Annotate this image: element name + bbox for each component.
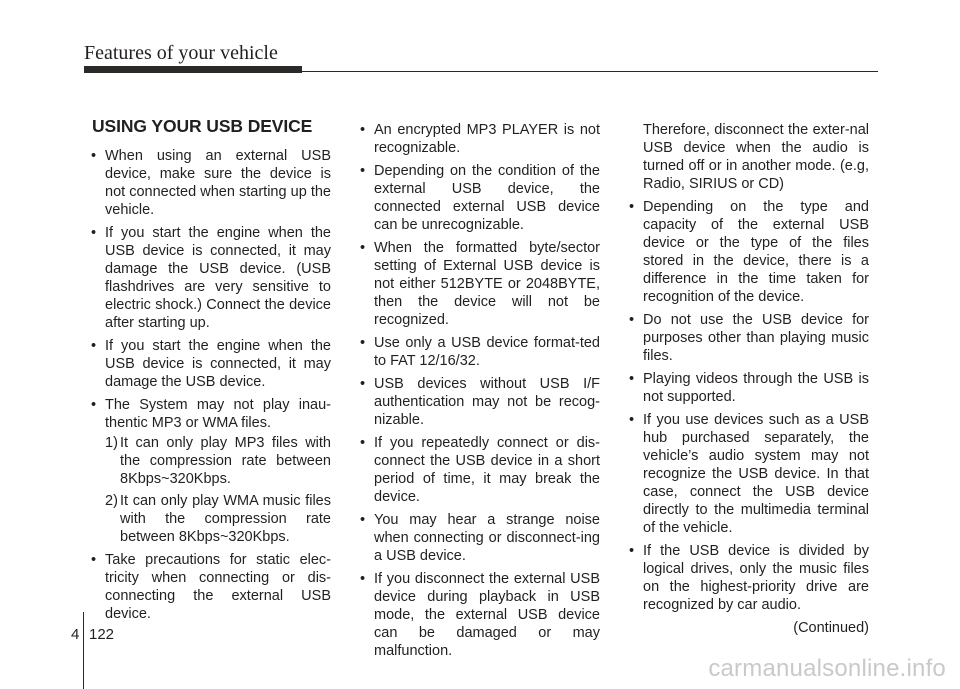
footer-divider bbox=[83, 612, 84, 689]
continued-label: (Continued) bbox=[793, 620, 869, 636]
bullet-icon: • bbox=[360, 122, 366, 138]
list-item: • Depending on the type and capacity of the external USB device or the type of the files stored in the device, there is a difference in the time taken for recognition of the device. bbox=[629, 199, 869, 305]
list-item: • Take precautions for static elec-tricity when connecting or dis-connecting the external USB device. bbox=[91, 552, 331, 622]
list-item: • If you start the engine when the USB device is connected, it may damage the USB device. bbox=[91, 338, 331, 390]
bullet-icon: • bbox=[360, 435, 366, 451]
list-item: • If you start the engine when the USB device is connected, it may damage the USB device. (USB flashdrives are very sensitive to electric shock.) Connect the device after starting up. bbox=[91, 225, 331, 331]
bullet-icon: • bbox=[360, 376, 366, 392]
sublist-item: 1) It can only play MP3 files with the compression rate between 8Kbps~320Kbps. bbox=[105, 435, 331, 487]
list-item: • When using an external USB device, make sure the device is not connected when starting up the vehicle. bbox=[91, 148, 331, 218]
bullet-icon: • bbox=[629, 312, 635, 328]
watermark-text: carmanualsonline.info bbox=[708, 655, 946, 682]
section-heading: USING YOUR USB DEVICE bbox=[92, 116, 313, 136]
bullet-icon: • bbox=[360, 163, 366, 179]
chapter-number: 4 bbox=[71, 626, 80, 643]
continuation-text: Therefore, disconnect the exter-nal USB device when the audio is turned off or in another mode. (e.g, Radio, SIRIUS or CD) bbox=[643, 122, 869, 192]
list-item: • If the USB device is divided by logical drives, only the music files on the highest-priority drive are recognized by car audio. bbox=[629, 543, 869, 613]
bullet-icon: • bbox=[629, 199, 635, 215]
bullet-list-col1 bbox=[87, 147, 331, 623]
list-item: • Depending on the condition of the external USB device, the connected external USB device can be unrecognizable. bbox=[360, 163, 600, 233]
list-item: • If you disconnect the external USB device during playback in USB mode, the external USB device can be damaged or may malfunction. bbox=[360, 571, 600, 659]
bullet-icon: • bbox=[360, 240, 366, 256]
column-3 bbox=[625, 121, 869, 637]
bullet-icon: • bbox=[91, 225, 97, 241]
list-item: • Use only a USB device format-ted to FAT 12/16/32. bbox=[360, 335, 600, 369]
list-item: • Do not use the USB device for purposes other than playing music files. bbox=[629, 312, 869, 364]
bullet-icon: • bbox=[629, 543, 635, 559]
column-1 bbox=[87, 117, 331, 628]
bullet-icon: • bbox=[629, 371, 635, 387]
numbered-sublist bbox=[105, 434, 331, 546]
list-item: • The System may not play inau-thentic MP3 or WMA files. 1) It can only play MP3 files with the compression rate between 8Kbps~320Kbps. 2) It can only play WMA music files with the compression rate between 8Kbps~320Kbps. bbox=[91, 397, 331, 545]
bullet-list-col2 bbox=[356, 121, 600, 660]
bullet-icon: • bbox=[360, 512, 366, 528]
list-item: • When the formatted byte/sector setting of External USB device is not either 512BYTE or 2048BYTE, then the device will not be recognized. bbox=[360, 240, 600, 328]
list-item: • An encrypted MP3 PLAYER is not recognizable. bbox=[360, 122, 600, 156]
bullet-icon: • bbox=[91, 148, 97, 164]
bullet-icon: • bbox=[360, 571, 366, 587]
column-2 bbox=[356, 121, 600, 665]
header-rule bbox=[84, 71, 878, 72]
sublist-item: 2) It can only play WMA music files with the compression rate between 8Kbps~320Kbps. bbox=[105, 493, 331, 545]
page-header-title: Features of your vehicle bbox=[84, 42, 278, 64]
list-item: • You may hear a strange noise when connecting or disconnect-ing a USB device. bbox=[360, 512, 600, 564]
list-item: • If you repeatedly connect or dis-connect the USB device in a short period of time, it may break the device. bbox=[360, 435, 600, 505]
bullet-icon: • bbox=[91, 338, 97, 354]
bullet-icon: • bbox=[91, 552, 97, 568]
bullet-icon: • bbox=[629, 412, 635, 428]
bullet-icon: • bbox=[360, 335, 366, 351]
bullet-list-col3 bbox=[625, 121, 869, 614]
list-item: • USB devices without USB I/F authentication may not be recog-nizable. bbox=[360, 376, 600, 428]
bullet-icon: • bbox=[91, 397, 97, 413]
page-number: 122 bbox=[89, 626, 115, 643]
list-item: • If you use devices such as a USB hub purchased separately, the vehicle’s audio system may not recognize the USB device. In that case, connect the USB device directly to the multimedia terminal of the vehicle. bbox=[629, 412, 869, 536]
list-item: • Playing videos through the USB is not supported. bbox=[629, 371, 869, 405]
